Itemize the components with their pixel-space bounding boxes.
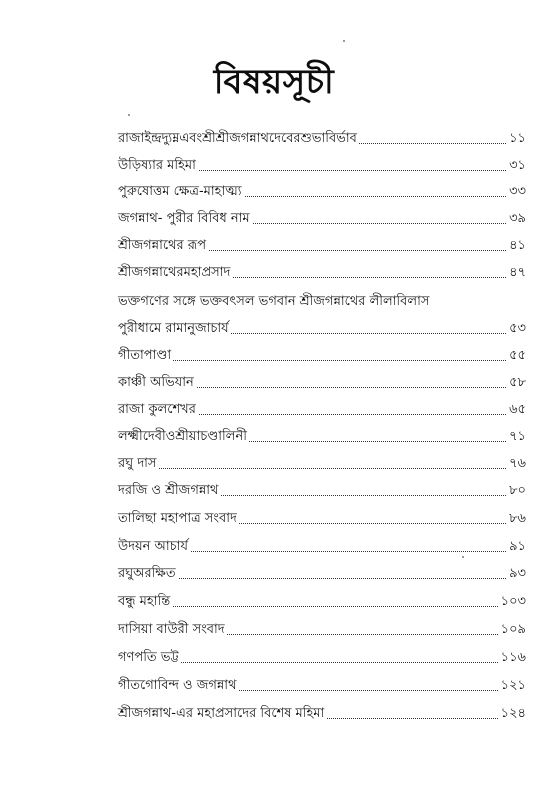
toc-entry-page-number: ৪৭	[507, 263, 526, 283]
toc-entry-title: শ্রীজগন্নাথের রূপ	[118, 236, 208, 256]
toc-entry	[118, 454, 526, 474]
toc-entry	[118, 704, 526, 724]
toc-entry-page-number: ৯৩	[507, 564, 526, 584]
toc-entry-title: উদয়ন আচার্য	[118, 537, 190, 557]
print-speck	[343, 40, 345, 42]
toc-entry-page-number: ৩৩	[507, 182, 526, 202]
toc-entry-title: তালিছা মহাপাত্র সংবাদ	[118, 509, 239, 529]
toc-entry-page-number: ৮৬	[507, 509, 526, 529]
toc-entry	[118, 236, 526, 256]
toc-entry	[118, 564, 526, 584]
toc-entry-page-number: ৭৬	[507, 454, 526, 474]
toc-entry-page-number: ৭১	[507, 427, 526, 447]
toc-entry-page-number: ৪১	[507, 236, 526, 256]
dot-leader	[118, 468, 526, 469]
toc-entry	[118, 620, 526, 640]
page-title: বিষয়সূচী	[213, 62, 335, 102]
toc-entry-title: দরজি ও শ্রীজগন্নাথ	[118, 481, 220, 501]
toc-entry-title: শ্রীজগন্নাথ-এর মহাপ্রসাদের বিশেষ মহিমা	[118, 704, 326, 724]
toc-entry-title: ভক্তগণের সঙ্গে ভক্তবৎসল ভগবান শ্রীজগন্নাথের লীলাবিলাস	[118, 292, 431, 312]
toc-entry	[118, 400, 526, 420]
toc-entry	[118, 182, 526, 202]
toc-entry-title: দাসিয়া বাউরী সংবাদ	[118, 620, 227, 640]
toc-entry-title: গীতাপাণ্ডা	[118, 346, 173, 366]
toc-entry	[118, 292, 526, 312]
toc-entry-page-number: ১০৩	[499, 592, 526, 612]
toc-entry	[118, 481, 526, 501]
toc-entry-title: রাজাইন্দ্রদ্যুম্নএবংশ্রীশ্রীজগন্নাথদেবেরশুভাবির্ভাব	[118, 129, 359, 149]
dot-leader	[118, 606, 526, 607]
toc-entry-page-number: ৯১	[507, 537, 526, 557]
toc-entry-title: জগন্নাথ- পুরীর বিবিধ নাম	[118, 209, 252, 229]
toc-entry-page-number: ৩১	[507, 156, 526, 176]
toc-entry-page-number: ৮০	[507, 481, 526, 501]
toc-entry-page-number: ১১	[507, 129, 526, 149]
toc-entry-page-number: ১২৪	[499, 704, 526, 724]
toc-entry	[118, 319, 526, 339]
toc-entry	[118, 537, 526, 557]
toc-entry-title: শ্রীজগন্নাথেরমহাপ্রসাদ	[118, 263, 232, 283]
toc-entry-title: লক্ষ্মীদেবীওশ্রীয়াচণ্ডালিনী	[118, 427, 249, 447]
toc-entry	[118, 156, 526, 176]
toc-entry-title: রঘু দাস	[118, 454, 159, 474]
toc-entry-title: বন্ধু মহান্তি	[118, 592, 172, 612]
toc-entry-page-number: ১১৬	[499, 648, 526, 668]
dot-leader	[118, 578, 526, 579]
toc-entry-title: রঘুঅরক্ষিত	[118, 564, 178, 584]
toc-entry-page-number: ৬৫	[507, 400, 526, 420]
toc-entry-page-number: ৩৯	[507, 209, 526, 229]
toc-entry	[118, 648, 526, 668]
toc-entry-title: পুরুষোত্তম ক্ষেত্র-মাহাত্ম্য	[118, 182, 244, 202]
toc-entry-title: কাঞ্চী অভিযান	[118, 373, 196, 393]
toc-entry	[118, 346, 526, 366]
toc-entry	[118, 129, 526, 149]
toc-entry	[118, 592, 526, 612]
toc-entry-title: গীতগোবিন্দ ও জগন্নাথ	[118, 676, 239, 696]
toc-entry	[118, 263, 526, 283]
dot-leader	[118, 360, 526, 361]
toc-entry	[118, 209, 526, 229]
toc-entry	[118, 676, 526, 696]
toc-entry	[118, 427, 526, 447]
toc-entry-page-number: ১০৯	[499, 620, 526, 640]
print-speck	[128, 114, 130, 116]
toc-entry-page-number: ৫৩	[507, 319, 526, 339]
toc-entry-title: গণপতি ভট্ট	[118, 648, 181, 668]
toc-entry-title: উড়িষ্যার মহিমা	[118, 156, 198, 176]
toc-entry-page-number: ১২১	[499, 676, 526, 696]
toc-entry	[118, 509, 526, 529]
toc-entry-page-number: ৫৮	[507, 373, 526, 393]
toc-entry	[118, 373, 526, 393]
toc-entry-title: রাজা কুলশেখর	[118, 400, 198, 420]
toc-entry-page-number: ৫৫	[507, 346, 526, 366]
toc-entry-title: পুরীধামে রামানুজাচার্য	[118, 319, 231, 339]
